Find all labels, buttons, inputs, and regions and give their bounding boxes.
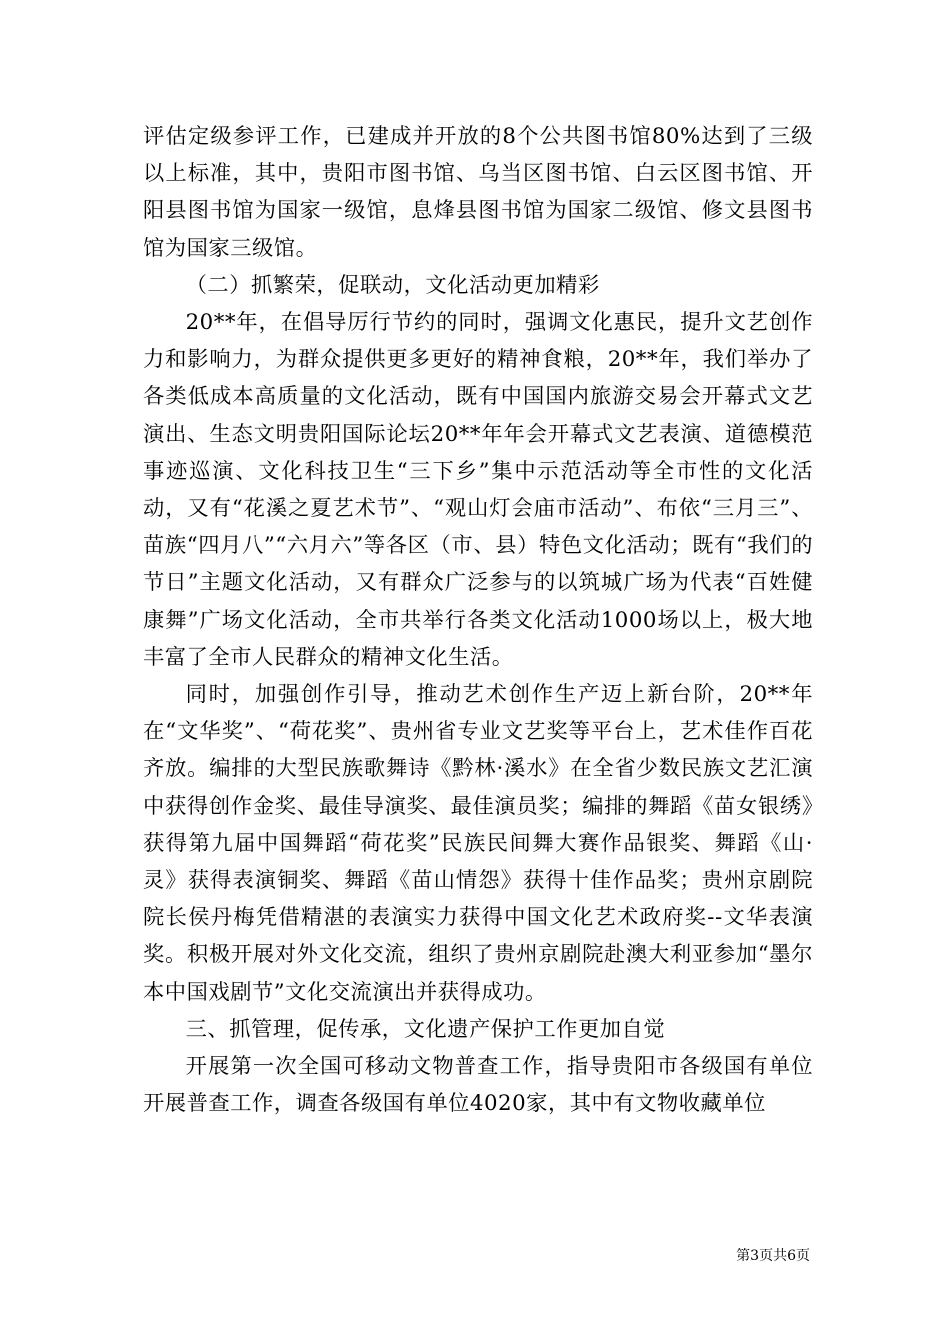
paragraph-relic-census: 开展第一次全国可移动文物普查工作，指导贵阳市各级国有单位开展普查工作，调查各级国有单位4020家，其中有文物收藏单位 (143, 1054, 813, 1117)
section-heading-cultural-activities: （二）抓繁荣，促联动，文化活动更加精彩 (185, 272, 600, 298)
paragraph-cultural-activities: 20**年，在倡导厉行节约的同时，强调文化惠民，提升文艺创作力和影响力，为群众提供更多更好的精神食粮，20**年，我们举办了各类低成本高质量的文化活动，既有中国国内旅游交易会开幕式文艺演出、生态文明贵阳国际论坛20**年年会开幕式文艺表演、道德模范事迹巡演、文化科技卫生“三下乡”集中示范活动等全市性的文化活动，又有“花溪之夏艺术节”、“观山灯会庙市活动”、布依“三月三”、苗族“四月八”“六月六”等各区（市、县）特色文化活动；既有“我们的节日”主题文化活动，又有群众广泛参与的以筑城广场为代表“百姓健康舞”广场文化活动，全市共举行各类文化活动1000场以上，极大地丰富了全市人民群众的精神文化生活。 (143, 310, 813, 670)
paragraph-art-creation: 同时，加强创作引导，推动艺术创作生产迈上新台阶，20**年在“文华奖”、“荷花奖”、贵州省专业文艺奖等平台上，艺术佳作百花齐放。编排的大型民族歌舞诗《黔林·溪水》在全省少数民族文艺汇演中获得创作金奖、最佳导演奖、最佳演员奖；编排的舞蹈《苗女银绣》获得第九届中国舞蹈“荷花奖”民族民间舞大赛作品银奖、舞蹈《山·灵》获得表演铜奖、舞蹈《苗山情怨》获得十佳作品奖；贵州京剧院院长侯丹梅凭借精湛的表演实力获得中国文化艺术政府奖--文华表演奖。积极开展对外文化交流，组织了贵州京剧院赴澳大利亚参加“墨尔本中国戏剧节”文化交流演出并获得成功。 (143, 682, 813, 1005)
page-number-footer: 第3页共6页 (736, 1248, 810, 1264)
document-body (143, 118, 813, 1122)
section-heading-heritage-protection: 三、抓管理，促传承，文化遗产保护工作更加自觉 (185, 1016, 666, 1042)
paragraph-library-rating: 评估定级参评工作，已建成并开放的8个公共图书馆80%达到了三级以上标准，其中，贵阳市图书馆、乌当区图书馆、白云区图书馆、开阳县图书馆为国家一级馆，息烽县图书馆为国家二级馆、修文县图书馆为国家三级馆。 (143, 124, 813, 261)
